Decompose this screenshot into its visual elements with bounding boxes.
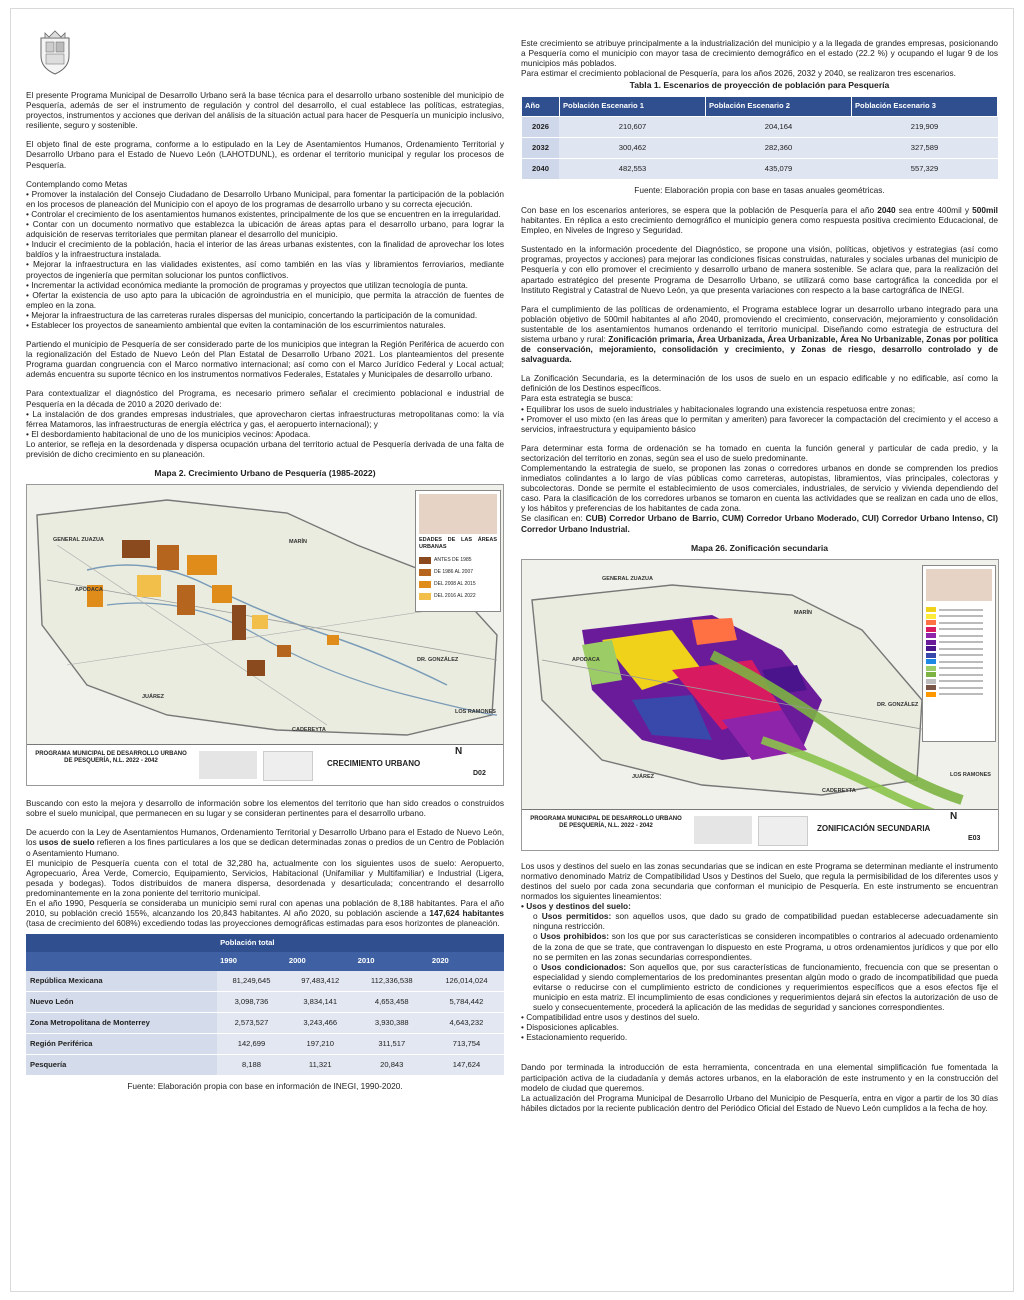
- legend-swatch: [926, 627, 936, 632]
- table1-source: Fuente: Elaboración propia con base en tasas anuales geométricas.: [634, 184, 885, 195]
- legend-item: [419, 567, 497, 577]
- pop-row-name: República Mexicana: [26, 971, 217, 992]
- cumpl-text-pre: Para el cumplimiento de las políticas de ordenamiento, el Programa establece lograr un desarrollo urbano integrado para una población objetivo de 500mil habitantes al año 2040, promoviendo el crecimiento, conservación, mejoramiento y consolidación sustentable de los asentamientos humanos ordenando el territorio municipal. Diseñando como estrategia de estructura del sistema urbano y rural:: [521, 303, 998, 344]
- legend-label-line: [939, 641, 983, 643]
- pop-row-name: Región Periférica: [26, 1033, 217, 1054]
- busca-item: • Equilibrar los usos de suelo industriales y habitacionales logrando una existencia respetuosa entre zonas;: [521, 404, 998, 414]
- legend-item: [926, 653, 992, 658]
- legend-item: [419, 591, 497, 601]
- pop-table-row: [26, 1033, 504, 1054]
- map-growth: [26, 484, 504, 786]
- year-header: 2000: [286, 952, 355, 970]
- vigor-paragraph: La actualización del Programa Municipal de Desarrollo Urbano del Municipio de Pesquería, entra en vigor a partir de los 30 días hábiles dictados por la reciente publicación dentro del Periódico Oficial del Estado de Nuevo León cumplidos a la fecha de hoy.: [521, 1092, 998, 1113]
- pop-cell: 311,517: [355, 1033, 429, 1054]
- table1-cell: 327,589: [851, 137, 997, 158]
- legend-item: [926, 692, 992, 697]
- scenario-paragraph: [521, 205, 998, 235]
- pop-row-name: Pesquería: [26, 1054, 217, 1075]
- legend-item: [419, 555, 497, 565]
- legend-item: [926, 640, 992, 645]
- cond-label: Usos condicionados:: [541, 961, 627, 972]
- pop-text-pre: En el año 1990, Pesquería se consideraba un municipio semi rural con apenas una población de 8,188 habitantes. Para el año 2010, su población creció 155%, alcanzando los 20,843 habitantes. Al año 2020, su población asciende a: [26, 898, 504, 919]
- table1-cell: 2026: [522, 116, 560, 137]
- map2-caption: Mapa 2. Crecimiento Urbano de Pesquería (1985-2022): [154, 468, 376, 479]
- table1-cell: 300,462: [559, 137, 705, 158]
- label-dr-gonzalez: DR. GONZÁLEZ: [877, 701, 919, 708]
- legend-swatch: [926, 659, 936, 664]
- symbology-block: [263, 751, 313, 781]
- usos-permitidos: o Usos permitidos: son aquellos usos, que dado su grado de compatibilidad puedan establecerse adecuadamente sin ninguna restricción.: [533, 911, 998, 932]
- legend-title: EDADES DE LAS ÁREAS URBANAS: [419, 537, 497, 550]
- meta-item: • Inducir el crecimiento de la población, hacia el interior de las áreas urbanas existentes, con la finalidad de aprovechar los lotes baldíos y la infraestructura instalada.: [26, 239, 504, 259]
- pop-row-name: Zona Metropolitana de Monterrey: [26, 1012, 217, 1033]
- scen-text-bold-1: 2040: [877, 204, 896, 215]
- other-item: • Disposiciones aplicables.: [521, 1022, 998, 1032]
- scen-text-mid: sea entre 400mil y: [895, 204, 973, 215]
- legend-label-line: [939, 648, 983, 650]
- zonificacion-paragraph: La Zonificación Secundaria, es la determinación de los usos de suelo en un espacio edificable y no edificable, así como la definición de los Destinos específicos.: [521, 373, 998, 394]
- legend-item: [926, 614, 992, 619]
- pop-cell: 147,624: [429, 1054, 504, 1075]
- legend-swatch: [419, 557, 431, 564]
- complement-paragraph: Complementando la estrategia de suelo, se proponen las zonas o corredores urbanos en donde se comprenden los predios inmediatos colindantes a lo largo de vías públicas como carreteras, autopistas, libramientos, vías principales, colectoras y subcolectoras. Donde se permite el establecimiento de usos comerciales, industriales, de servicio y vivienda dependiendo del caso. Para la clasificación de los corredores urbanos se tomaron en cuenta las actividades que se realizan en cada uno de ellos, y los hábitos y preferencias de los habitantes de cada zona.: [521, 463, 998, 514]
- legend-item: [926, 607, 992, 612]
- scen-text-pre: Con base en los escenarios anteriores, se espera que la población de Pesquería para el año: [521, 204, 878, 215]
- projection-table: [521, 96, 998, 179]
- usos-text-post: refieren a los fines particulares a los que se dedican determinadas zonas o predios de un Centro de Población o Asentamiento Humano.: [26, 837, 505, 858]
- perm-label: Usos permitidos:: [541, 911, 612, 922]
- pop-cell: 3,098,736: [217, 991, 286, 1012]
- legend-swatch: [926, 620, 936, 625]
- ordenacion-paragraph: Para determinar esta forma de ordenación se ha tomado en cuenta la función general y particular de cada predio, y la sectorización del territorio en zonas, según sea el uso de suelo predominante.: [521, 442, 998, 463]
- location-minimap: [926, 569, 992, 601]
- north-arrow-icon: N: [455, 746, 463, 758]
- table1-cell: 210,607: [559, 116, 705, 137]
- legend-swatch: [926, 607, 936, 612]
- map-zoning: [521, 559, 999, 851]
- legend-label-line: [939, 615, 983, 617]
- pop-cell: 20,843: [355, 1054, 429, 1075]
- region-paragraph: Partiendo el municipio de Pesquería de ser considerado parte de los municipios que integran la Región Periférica de acuerdo con la regionalización del Estado de Nuevo León del Plan Estatal de Desarrollo Urbano 2021. Los planteamientos del presente Programa guardan congruencia con el Marco normativo internacional; así como con el Marco Jurídico Federal y Local actual; además encuentra su suporte técnico en los instrumentos normativos Federales, Estatales y Municipales de desarrollo urbano.: [26, 339, 504, 380]
- pop-cell: 5,784,442: [429, 991, 504, 1012]
- usos-prohibidos: o Usos prohibidos: son los que por sus características se consideren incompatibles o contrarios al adecuado ordenamiento de la zona de que se trate, que contravengan lo dispuesto en este Programa, u otros ordenamientos jurídicos y que por ello no se permiten en las zonas secundarias correspondientes.: [533, 931, 999, 962]
- estimate-paragraph: Para estimar el crecimiento poblacional de Pesquería, para los años 2026, 2032 y 2040, se realizaron tres escenarios.: [521, 68, 956, 79]
- program-title: PROGRAMA MUNICIPAL DE DESARROLLO URBANO DE PESQUERÍA, N.L. 2022 - 2042: [530, 815, 682, 829]
- pop-cell: 3,930,388: [355, 1012, 429, 1033]
- legend-item: [926, 659, 992, 664]
- busca-item: • Promover el uso mixto (en las áreas que lo permitan y ameriten) para favorecer la compactación del crecimiento y el acceso a servicios, infraestructura y equipamiento básico: [521, 414, 998, 434]
- map-name: CRECIMIENTO URBANO: [327, 759, 421, 769]
- label-juarez: JUÁREZ: [142, 694, 165, 701]
- map-code: D02: [473, 770, 486, 778]
- busca-paragraph: Para esta estrategia se busca:: [521, 393, 634, 404]
- north-arrow-icon: N: [950, 810, 958, 822]
- legend-label: DEL 2016 AL 2022: [434, 593, 476, 600]
- busc-paragraph: Buscando con esto la mejora y desarrollo de información sobre los elementos del territorio que han sido creados o construidos sobre el suelo municipal, que permanecen en su lugar y se consideran pertinentes para el desarrollo urbano.: [26, 798, 504, 819]
- logos: [694, 816, 752, 844]
- other-item: • Compatibilidad entre usos y destinos del suelo.: [521, 1012, 998, 1022]
- usos-paragraph: [26, 827, 504, 857]
- table1-header: Población Escenario 2: [705, 97, 851, 116]
- meta-item: • Establecer los proyectos de saneamiento ambiental que eviten la contaminación de los escurrimientos naturales.: [26, 320, 504, 330]
- meta-item: • Mejorar la infraestructura en las vialidades existentes, así como también en las vías y libramientos ferroviarios, mediante proyectos de ingeniería que permitan solucionar los puntos conflictivos.: [26, 259, 504, 279]
- meta-item: • Contar con un documento normativo que establezca la ubicación de áreas aptas para el desarrollo urbano, para lograr la adquisición de reservas territoriales que permitan planear el desarrollo del municipio.: [26, 219, 504, 239]
- pop-cell: 11,321: [286, 1054, 355, 1075]
- table1-cell: 204,164: [705, 116, 851, 137]
- pop-table-row: [26, 1054, 504, 1075]
- metas-list: [26, 189, 504, 330]
- label-general-zuazua: GENERAL ZUAZUA: [53, 537, 104, 544]
- table1-cell: 482,553: [559, 158, 705, 179]
- pop-cell: 3,834,141: [286, 991, 355, 1012]
- label-marin: MARÍN: [289, 539, 308, 546]
- population-paragraph: [26, 898, 504, 928]
- legend-swatch: [926, 685, 936, 690]
- intro-paragraph: El presente Programa Municipal de Desarrollo Urbano será la base técnica para el desarrollo urbano sostenible del municipio de Pesquería, además de ser el instrumento de regulación y control del desarrollo, el cual establece las políticas, estrategias, proyectos, instrumentos y acciones que derivan del análisis de la situación actual para hacer de Pesquería un municipio inclusivo, resiliente, seguro y sostenible.: [26, 90, 504, 131]
- pop-cell: 142,699: [217, 1033, 286, 1054]
- other-list: [521, 1012, 998, 1042]
- label-general-zuazua: GENERAL ZUAZUA: [602, 575, 653, 582]
- proh-text: son los que por sus características se consideren incompatibles o contrarios al adecuado ordenamiento de la zona de que se trate, que contravengan lo dispuesto en este Programa, u otros ordenamientos jurídicos y que por ello no se permiten en las zonas secundarias correspondientes.: [533, 931, 999, 962]
- legend-swatch: [419, 581, 431, 588]
- pop-cell: 713,754: [429, 1033, 504, 1054]
- other-item: • Estacionamiento requerido.: [521, 1032, 998, 1042]
- proh-label: Usos prohibidos:: [540, 931, 609, 942]
- legend-item: [926, 620, 992, 625]
- legend-label-line: [939, 628, 983, 630]
- legend-label: DE 1986 AL 2007: [434, 569, 474, 576]
- table1-cell: 282,360: [705, 137, 851, 158]
- cond-text: Son aquellos que, por sus características de funcionamiento, frecuencia con que se presentan o especialidad y siendo complementarios de los predominantes presentan algún modo o grado de incompatibilidad que pueda evitarse o reducirse con el cumplimiento estricto de condiciones y requerimientos específicos que a esos efectos fije el municipio en esta matriz. El incumplimiento de esas condiciones y requerimientos dejará sin efectos la autorización de uso de suelo y consecuentemente, procederá la aplicación de las medidas de seguridad y sanciones correspondientes.: [533, 961, 999, 1013]
- map-zoning-legend: [922, 565, 996, 742]
- usos-text-pre: De acuerdo con la Ley de Asentamientos Humanos, Ordenamiento Territorial y Desarrollo Urbano para el Estado de Nuevo León, los: [26, 827, 504, 848]
- meta-item: • Incrementar la actividad económica mediante la promoción de programas y proyectos que utilizan tecnología de punta.: [26, 280, 504, 290]
- pop-cell: 3,243,466: [286, 1012, 355, 1033]
- pop-cell: 4,643,232: [429, 1012, 504, 1033]
- sustent-paragraph: Sustentado en la información procedente del Diagnóstico, se propone una visión, políticas, objetivos y estrategias (así como programas, proyectos y acciones) para mejorar las condiciones físicas construidas, naturales y sociales urbanas del municipio de Pesquería y con ello promover el crecimiento y desarrollo urbano de manera sostenible. Se aclara que, para la realización del apartado estratégico del presente Programa de Desarrollo Urbano, se utilizará como base cartográfica la concedida por el Instituto Registral y Catastral de Nuevo León, ya que presenta variaciones con respecto a la base cartográfica de INEGI.: [521, 244, 998, 295]
- legend-item: [926, 633, 992, 638]
- municipal-seal-icon: [35, 28, 75, 76]
- pop-cell: 8,188: [217, 1054, 286, 1075]
- year-header: 1990: [217, 952, 286, 970]
- map-growth-titlebar: [27, 744, 503, 785]
- clasif-paragraph: [521, 513, 998, 533]
- pop-row-name: Nuevo León: [26, 991, 217, 1012]
- pop-cell: 197,210: [286, 1033, 355, 1054]
- usos-head: [521, 901, 998, 911]
- legend-swatch: [926, 672, 936, 677]
- usos-head-label: Usos y destinos del suelo:: [526, 901, 631, 912]
- pop-cell: 126,014,024: [429, 971, 504, 992]
- legend-item: [926, 685, 992, 690]
- legend-label-line: [939, 667, 983, 669]
- legend-label-line: [939, 609, 983, 611]
- table1-header: Población Escenario 3: [851, 97, 997, 116]
- table1-cell: 219,909: [851, 116, 997, 137]
- year-header: 2010: [355, 952, 429, 970]
- legend-swatch: [419, 569, 431, 576]
- table1-row: [522, 116, 998, 137]
- legend-swatch: [926, 646, 936, 651]
- legend-swatch: [926, 633, 936, 638]
- table1-header: Año: [522, 97, 560, 116]
- label-cadereyta: CADEREYTA: [292, 727, 326, 734]
- growth-paragraph: Este crecimiento se atribuye principalmente a la industrialización del municipio y a la llegada de grandes empresas, posicionando a Pesquería como el municipio con mayor tasa de crecimiento demográfico en el estado (22.2 %) y ocupando el lugar 9 de los municipios más poblados.: [521, 38, 998, 69]
- map-growth-legend: [415, 490, 501, 612]
- map-zoning-titlebar: [522, 809, 998, 850]
- label-juarez: JUÁREZ: [632, 773, 655, 780]
- context-item: • La instalación de dos grandes empresas industriales, que aprovecharon ciertas infraestructuras metropolitanas como: la vía férrea Matamoros, las infraestructuras de energía eléctrica y gas, el aeropuerto internacional); y: [26, 409, 504, 429]
- legend-label-line: [939, 674, 983, 676]
- legend-swatch: [926, 679, 936, 684]
- legend-label: DEL 2008 AL 2015: [434, 581, 476, 588]
- busca-list: [521, 404, 998, 434]
- usos-condicionados: o Usos condicionados: Son aquellos que, por sus características de funcionamiento, frecuencia con que se presentan o especialidad y siendo complementarios de los predominantes presentan algún modo o grado de incompatibilidad que pueda evitarse o reducirse con el cumplimiento estricto de condiciones y requerimientos específicos que a esos efectos fije el municipio en esta matriz. El incumplimiento de esas condiciones y requerimientos dejará sin efectos la autorización de uso de suelo y consecuentemente, procederá la aplicación de las medidas de seguridad y sanciones correspondientes.: [533, 961, 999, 1013]
- legend-label-line: [939, 654, 983, 656]
- logos: [199, 751, 257, 779]
- left-column: [26, 90, 504, 1101]
- legend-label-line: [939, 622, 983, 624]
- pop-text-post: (tasa de crecimiento del 608%) excediendo todas las proyecciones demográficas estimadas para esos horizontes de planeación.: [26, 918, 500, 929]
- pop-cell: 81,249,645: [217, 971, 286, 992]
- population-table: [26, 934, 504, 1076]
- table1-row: [522, 158, 998, 179]
- context-paragraph: Para contextualizar el diagnóstico del Programa, es necesario primero señalar el crecimiento poblacional e industrial de Pesquería en la década de 2010 a 2020 derivado de:: [26, 388, 504, 409]
- scen-text-post: habitantes. En réplica a esto crecimiento demográfico el municipio genera como respuesta positiva crecimiento Educacional, de Empleo, en Niveles de Ingreso y Seguridad.: [521, 215, 998, 236]
- legend-label-line: [939, 680, 983, 682]
- legend-swatch: [926, 614, 936, 619]
- pop-cell: 112,336,538: [355, 971, 429, 992]
- year-header: 2020: [429, 952, 504, 970]
- map26-caption: Mapa 26. Zonificación secundaria: [690, 542, 829, 553]
- map-name: ZONIFICACIÓN SECUNDARIA: [817, 823, 931, 833]
- reflect-paragraph: Lo anterior, se refleja en la desordenada y dispersa ocupación urbana del territorio actual de Pesquería derivada de una falta de previsión de dicho crecimiento en su planeación.: [26, 438, 504, 459]
- clasif-text-bold: CUB) Corredor Urbano de Barrio, CUM) Corredor Urbano Moderado, CUI) Corredor Urbano Intenso, CI) Corredor Urbano Industrial.: [521, 513, 998, 534]
- objective-paragraph: El objeto final de este programa, conforme a lo estipulado en la Ley de Asentamientos Humanos, Ordenamiento Territorial y Desarrollo Urbano para el Estado de Nuevo León (LAHOTDUNL), es ordenar el territorio municipal y regular los procesos de Pesquería.: [26, 139, 504, 170]
- pop-cell: 4,653,458: [355, 991, 429, 1012]
- meta-item: • Mejorar la infraestructura de las carreteras rurales dispersas del municipio, concertando la participación de la comunidad.: [26, 310, 504, 320]
- program-title: PROGRAMA MUNICIPAL DE DESARROLLO URBANO DE PESQUERÍA, N.L. 2022 - 2042: [35, 751, 187, 765]
- context-list: [26, 409, 504, 439]
- usos-text-bold: usos de suelo: [39, 837, 95, 848]
- pop-cell: 97,483,412: [286, 971, 355, 992]
- table1-cell: 557,329: [851, 158, 997, 179]
- table1-cell: 2032: [522, 137, 560, 158]
- legend-label: ANTES DE 1985: [434, 557, 472, 564]
- legend-item: [926, 679, 992, 684]
- cumpl-text-bold: Zonificación primaria, Área Urbanizada, Área Urbanizable, Área No Urbanizable, Zonas por política de conservación, mejoramiento, consolidación y crecimiento, y Zonas de riesgo, desarrollo controlado y de salvaguarda.: [521, 333, 998, 365]
- usos-destinos-paragraph: Los usos y destinos del suelo en las zonas secundarias que se indican en este Programa se determinan mediante el instrumento normativo denominado Matriz de Compatibilidad Usos y Destinos del Suelo, que regula la permisibilidad de los diferentes usos y destinos del suelo por cada zona secundaria que conforman el municipio de Pesquería. En este instrumento se encuentran normados los siguientes lineamientos:: [521, 860, 998, 902]
- legend-label-line: [939, 693, 983, 695]
- table1-caption: Tabla 1. Escenarios de proyección de población para Pesquería: [629, 80, 890, 91]
- pop-cell: 2,573,527: [217, 1012, 286, 1033]
- label-apodaca: APODACA: [75, 587, 103, 594]
- table1-row: [522, 137, 998, 158]
- pop-table-row: [26, 1012, 504, 1033]
- perm-text: son aquellos usos, que dado su grado de compatibilidad puedan establecerse adecuadamente sin ninguna restricción.: [533, 911, 998, 932]
- label-apodaca: APODACA: [572, 656, 600, 663]
- label-marin: MARÍN: [794, 609, 813, 616]
- pop-table-row: [26, 991, 504, 1012]
- legend-label-line: [939, 687, 983, 689]
- legend-item: [419, 579, 497, 589]
- pop-table-row: [26, 971, 504, 992]
- map-code: E03: [968, 834, 981, 842]
- context-item: • El desbordamiento habitacional de uno de los municipios vecinos: Apodaca.: [26, 429, 504, 439]
- label-dr-gonzalez: DR. GONZÁLEZ: [417, 657, 459, 664]
- legend-label-line: [939, 661, 983, 663]
- legend-item: [926, 672, 992, 677]
- legend-swatch: [419, 593, 431, 600]
- legend-swatch: [926, 692, 936, 697]
- legend-item: [926, 627, 992, 632]
- location-minimap: [419, 494, 497, 534]
- table1-header: Población Escenario 1: [559, 97, 705, 116]
- legend-item: [926, 646, 992, 651]
- legend-swatch: [926, 640, 936, 645]
- pop-table-title: Población total: [217, 934, 504, 952]
- label-los-ramones: LOS RAMONES: [455, 709, 496, 716]
- legend-swatch: [926, 653, 936, 658]
- scen-text-bold-2: 500mil: [972, 204, 998, 215]
- table1-cell: 2040: [522, 158, 560, 179]
- legend-item: [926, 666, 992, 671]
- right-column: [521, 38, 998, 1113]
- clasif-text-pre: Se clasifican en:: [521, 513, 586, 524]
- final-paragraph: Dando por terminada la introducción de esta herramienta, concentrada en una elemental simplificación fue fomentada la participación activa de la ciudadanía y demás actores urbanos, en la elaboración de este instrumento y en la construcción del modelo de ciudad que queremos.: [521, 1062, 998, 1093]
- metas-title: Contemplando como Metas: [26, 178, 128, 189]
- table1-cell: 435,079: [705, 158, 851, 179]
- cumplimiento-paragraph: [521, 304, 998, 365]
- pop-text-bold: 147,624 habitantes: [429, 908, 504, 919]
- legend-swatch: [926, 666, 936, 671]
- pop-table-source: Fuente: Elaboración propia con base en información de INEGI, 1990-2020.: [127, 1080, 403, 1091]
- area-paragraph: El municipio de Pesquería cuenta con el total de 32,280 ha, actualmente con los siguientes usos de suelo: Aeropuerto, Agropecuario, Área Verde, Comercio, Equipamiento, Servicios, Habitacional (Unifamiliar y Multifamiliar) e Industrial (Ligera, pesada y bodegas). Todos distribuidos de manera dispersa, desordenada y desarticulada; concentrando el desarrollo predominantemente en la zona poniente del territorio municipal.: [26, 857, 504, 898]
- label-cadereyta: CADEREYTA: [822, 787, 856, 794]
- label-los-ramones: LOS RAMONES: [950, 771, 991, 778]
- meta-item: • Promover la instalación del Consejo Ciudadano de Desarrollo Urbano Municipal, para fomentar la participación de la población en los procesos de planeación del Municipio con el apoyo de los programas de desarrollo urbano y su correcta ejecución.: [26, 189, 504, 209]
- meta-item: • Ofertar la existencia de uso apto para la ubicación de agroindustria en el municipio, que permita la atracción de fuentes de empleo en la zona.: [26, 290, 504, 310]
- symbology-block: [758, 816, 808, 846]
- meta-item: • Controlar el crecimiento de los asentamientos humanos existentes, principalmente de los que se encuentren en la irregularidad.: [26, 209, 504, 219]
- legend-label-line: [939, 635, 983, 637]
